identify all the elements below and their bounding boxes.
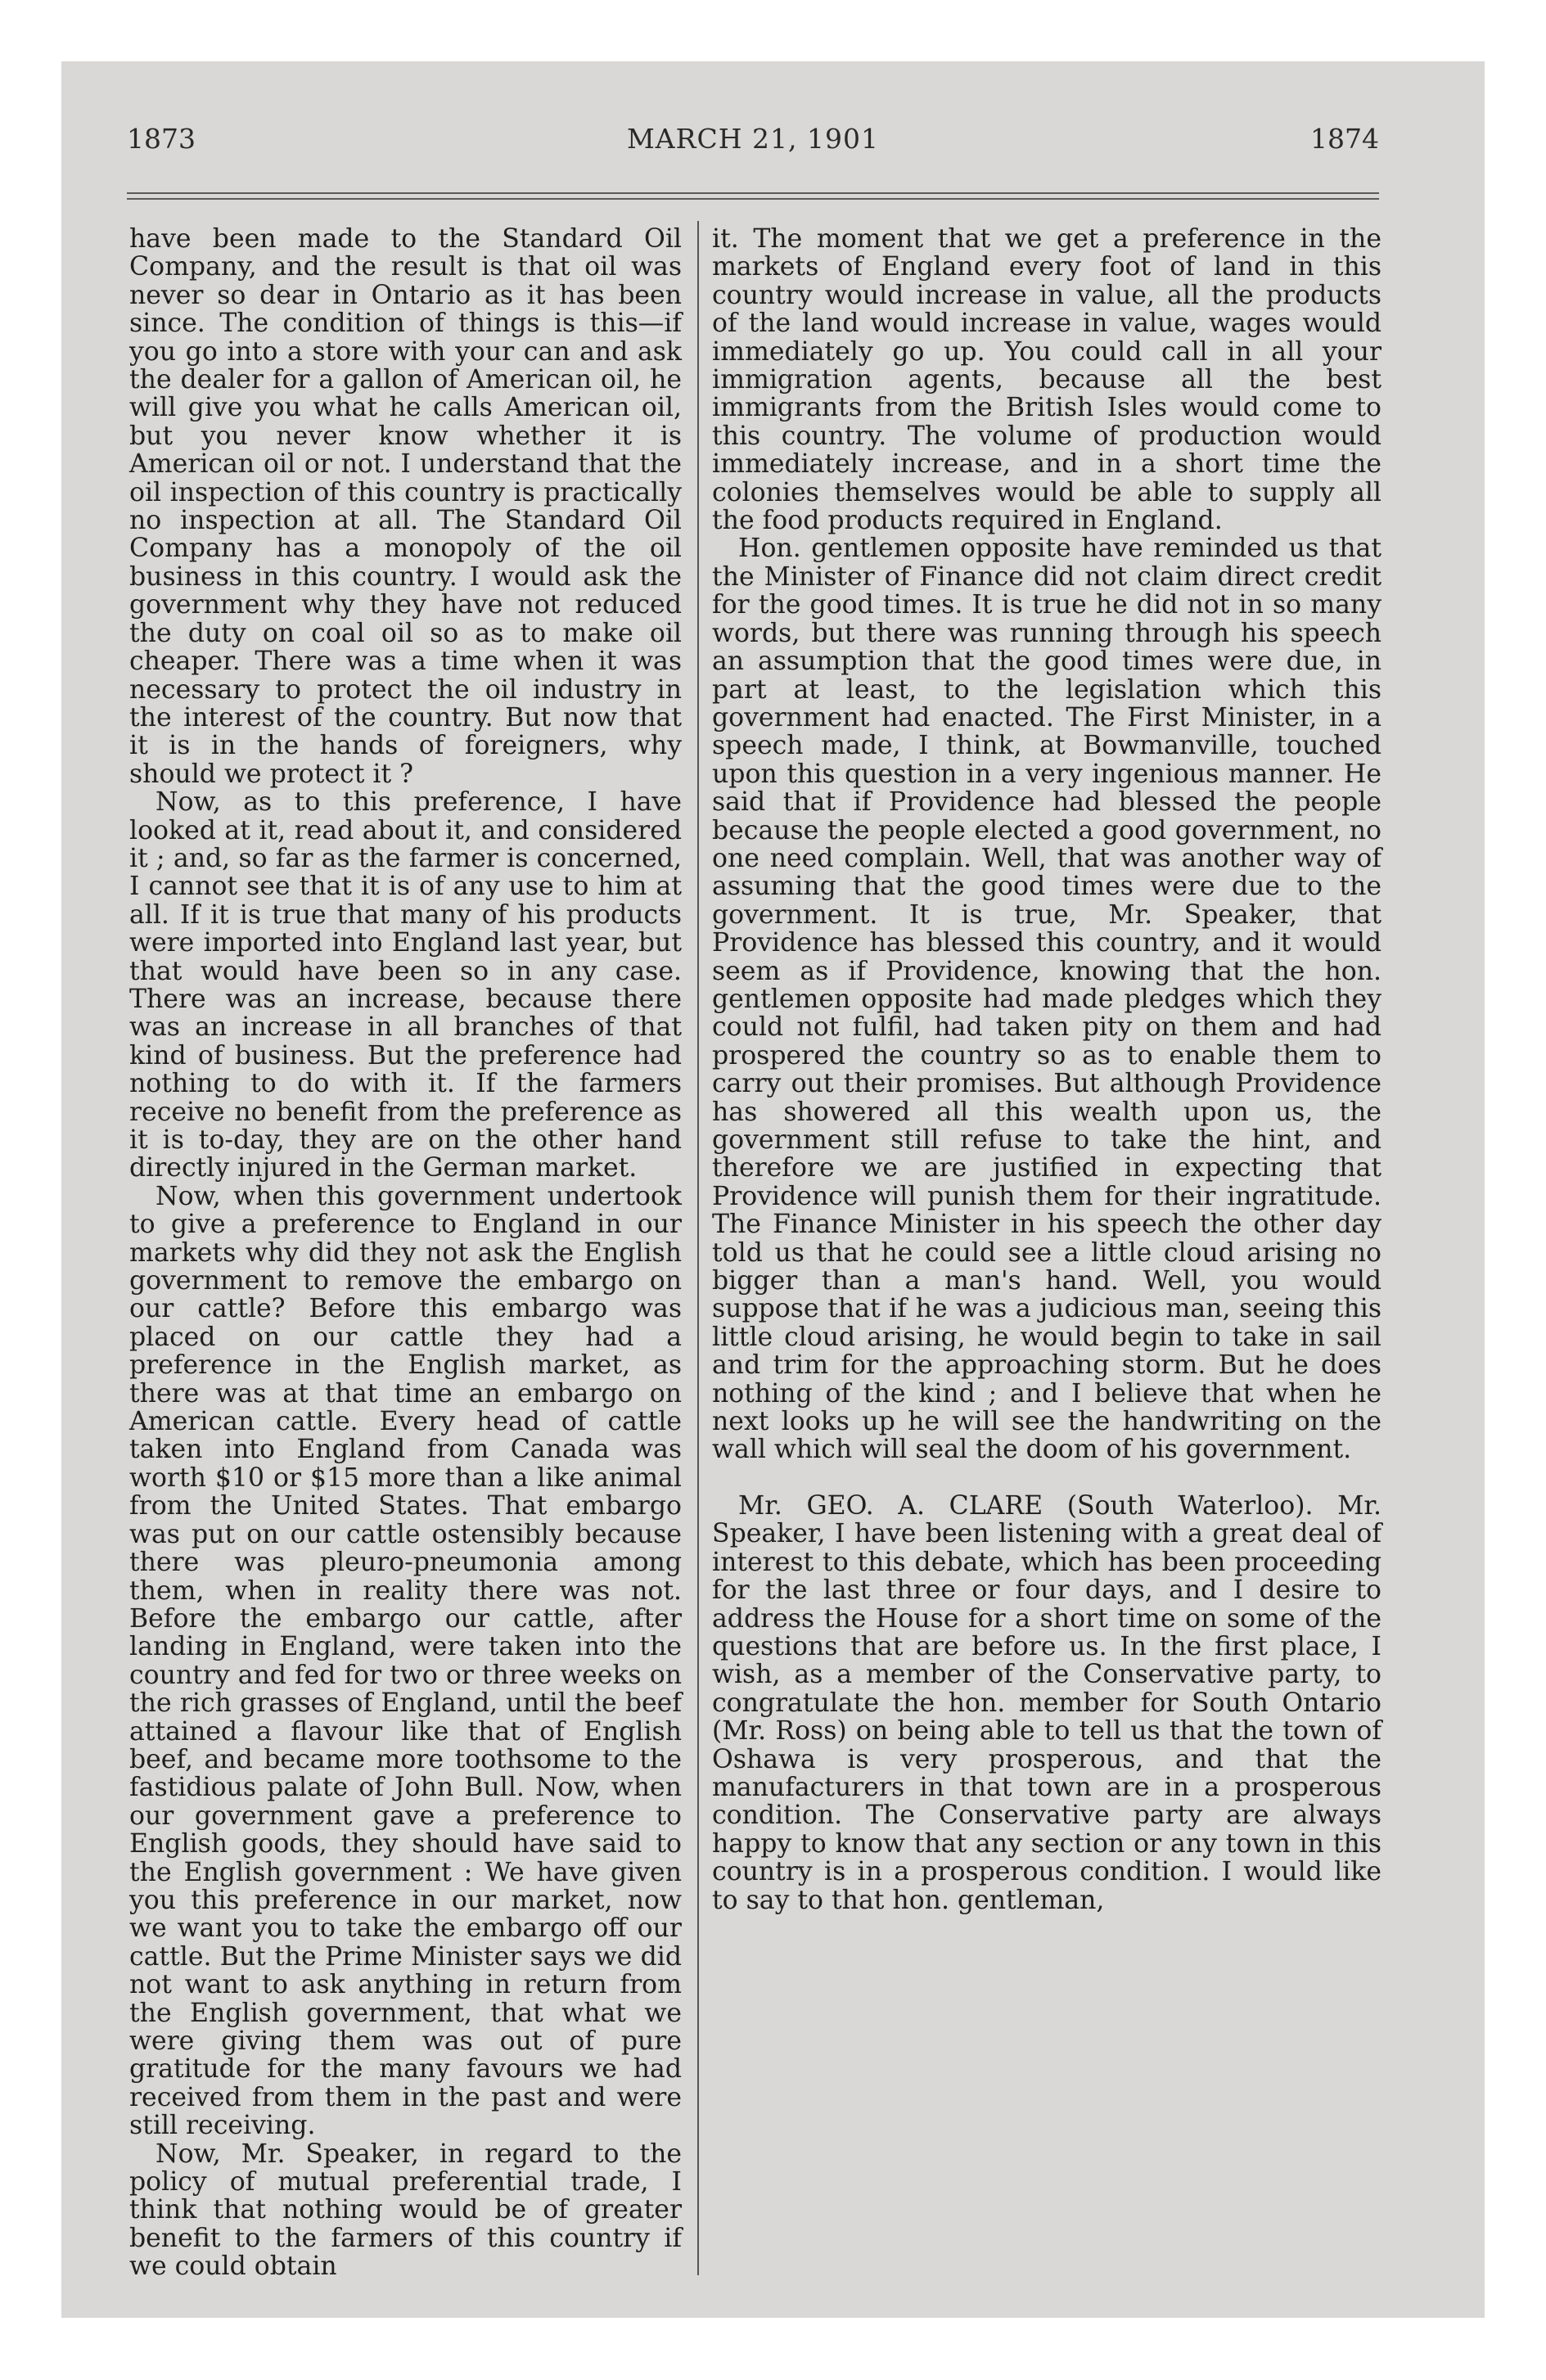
column-divider: [697, 221, 699, 2275]
page-date: MARCH 21, 1901: [627, 123, 879, 155]
paragraph: Now, as to this preference, I have looked at it, read about it, and considered it ; and, so far as the farmer is concerned, I cannot see that it is of any use to him at all. If it is true that many of his products were imported into England last year, but that would have been so in any case. There was an increase, because there was an increase in all branches of that kind of business. But the preference had nothing to do with it. If the farmers receive no benefit from the preference as it is to-day, they are on the other hand directly injured in the German market.: [129, 787, 682, 1183]
right-column: [712, 225, 1381, 1914]
speaker-paragraph: Mr. GEO. A. CLARE (South Waterloo). Mr. Speaker, I have been listening with a great deal of interest to this debate, which has been proceeding for the last three or four days, and I desire to address the House for a short time on some of the questions that are before us. In the first place, I wish, as a member of the Conservative party, to congratulate the hon. member for South Ontario (Mr. Ross) on being able to tell us that the town of Oshawa is very prosperous, and that the manufacturers in that town are in a prosperous condition. The Conservative party are always happy to know that any section or any town in this country is in a prosperous condition. I would like to say to that hon. gentleman,: [712, 1490, 1381, 1915]
paragraph: Now, Mr. Speaker, in regard to the policy of mutual preferential trade, I think that nothing would be of greater benefit to the farmers of this country if we could obtain: [129, 2139, 682, 2282]
page-number-right: 1874: [1310, 123, 1379, 155]
page-header: [127, 123, 1379, 180]
paragraph: have been made to the Standard Oil Company, and the result is that oil was never so dear in Ontario as it has been since. The condition of things is this—if you go into a store with your can and ask the dealer for a gallon of American oil, he will give you what he calls American oil, but you never know whether it is American oil or not. I understand that the oil inspection of this country is practically no inspection at all. The Standard Oil Company has a monopoly of the oil business in this country. I would ask the government why they have not reduced the duty on coal oil so as to make oil cheaper. There was a time when it was necessary to protect the oil industry in the interest of the country. But now that it is in the hands of foreigners, why should we protect it ?: [129, 224, 682, 789]
paragraph: Now, when this government undertook to give a preference to England in our markets why did they not ask the English government to remove the embargo on our cattle? Before this embargo was placed on our cattle they had a preference in the English market, as there was at that time an embargo on American cattle. Every head of cattle taken into England from Canada was worth $10 or $15 more than a like animal from the United States. That embargo was put on our cattle ostensibly because there was pleuro-pneumonia among them, when in reality there was not. Before the embargo our cattle, after landing in England, were taken into the country and fed for two or three weeks on the rich grasses of England, until the beef attained a flavour like that of English beef, and became more toothsome to the fastidious palate of John Bull. Now, when our government gave a preference to English goods, they should have said to the English government : We have given you this preference in our market, now we want you to take the embargo off our cattle. But the Prime Minister says we did not want to ask anything in return from the English government, that what we were giving them was out of pure gratitude for the many favours we had received from them in the past and were still receiving.: [129, 1181, 682, 2141]
paragraph: Hon. gentlemen opposite have reminded us that the Minister of Finance did not claim direct credit for the good times. It is true he did not in so many words, but there was running through his speech an assumption that the good times were due, in part at least, to the legislation which this government had enacted. The First Minister, in a speech made, I think, at Bowmanville, touched upon this question in a very ingenious manner. He said that if Providence had blessed the people because the people elected a good government, no one need complain. Well, that was another way of assuming that the good times were due to the government. It is true, Mr. Speaker, that Providence has blessed this country, and it would seem as if Providence, knowing that the hon. gentlemen opposite had made pledges which they could not fulfil, had taken pity on them and had prospered the country so as to enable them to carry out their promises. But although Providence has showered all this wealth upon us, the government still refuse to take the hint, and therefore we are justified in expecting that Providence will punish them for their ingratitude. The Finance Minister in his speech the other day told us that he could see a little cloud arising no bigger than a man's hand. Well, you would suppose that if he was a judicious man, seeing this little cloud arising, he would begin to take in sail and trim for the approaching storm. But he does nothing of the kind ; and I believe that when he next looks up he will see the handwriting on the wall which will seal the doom of his government.: [712, 534, 1381, 1465]
left-column: [129, 225, 682, 2281]
page-number-left: 1873: [127, 123, 196, 155]
paragraph: it. The moment that we get a preference in the markets of England every foot of land in this country would increase in value, all the products of the land would increase in value, wages would immediately go up. You could call in all your immigration agents, because all the best immigrants from the British Isles would come to this country. The volume of production would immediately increase, and in a short time the colonies themselves would be able to supply all the food products required in England.: [712, 224, 1381, 536]
header-rule-top: [127, 192, 1379, 194]
header-rule-bottom: [127, 198, 1379, 200]
